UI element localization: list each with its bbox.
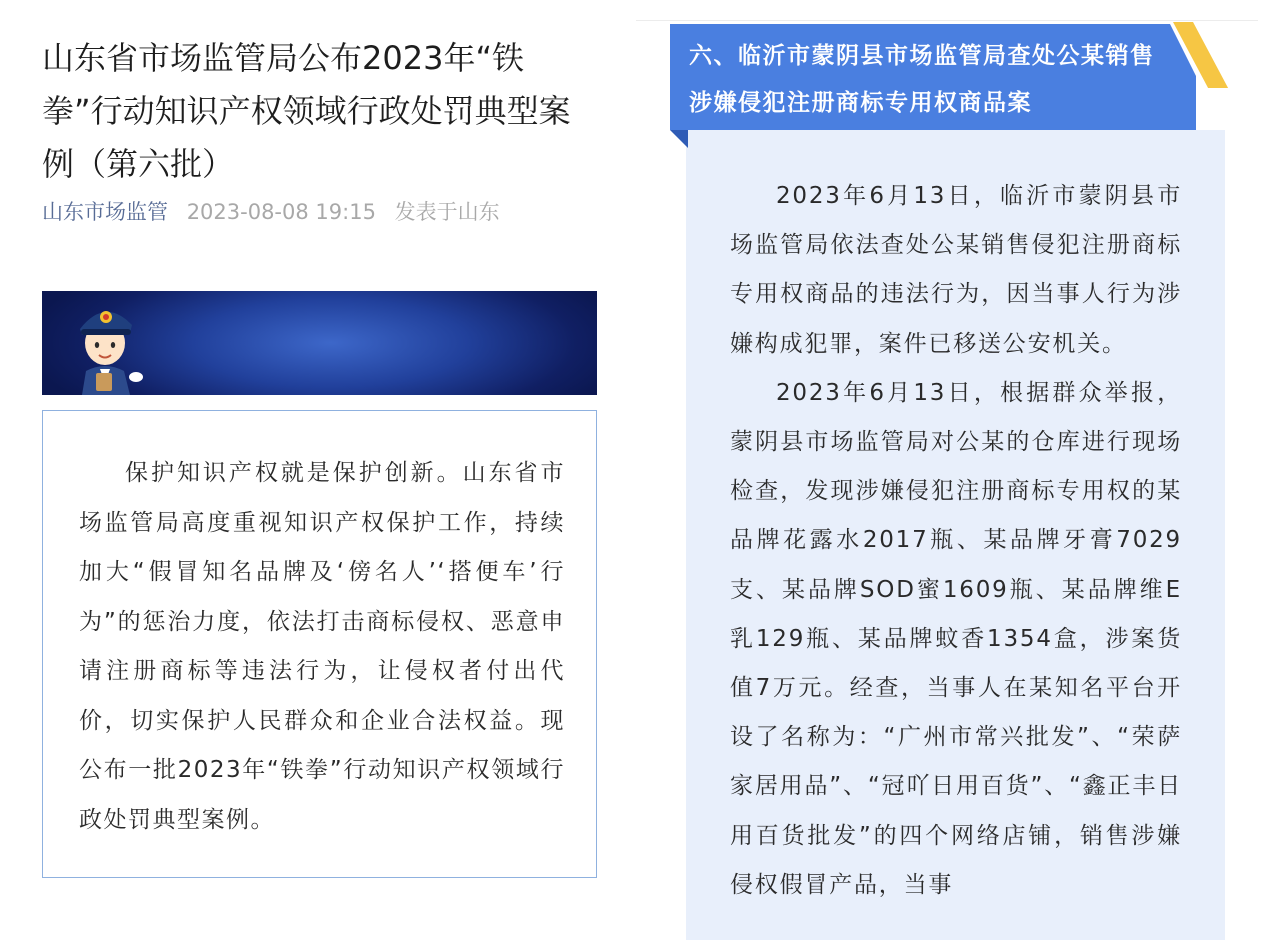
intro-paragraph: 保护知识产权就是保护创新。山东省市场监管局高度重视知识产权保护工作，持续加大“假冒知名品牌及‘傍名人’‘搭便车’行为”的惩治力度，依法打击商标侵权、恶意申请注册商标等违法行为，让侵权者付出代价，切实保护人民群众和企业合法权益。现公布一批2023年“铁拳”行动知识产权领域行政处罚典型案例。: [79, 460, 565, 833]
case-heading: 六、临沂市蒙阴县市场监管局查处公某销售涉嫌侵犯注册商标专用权商品案: [689, 43, 1155, 116]
source-account-link[interactable]: 山东市场监管: [42, 200, 168, 224]
header-banner-image: [42, 291, 597, 395]
intro-box: [42, 410, 597, 878]
officer-mascot-icon: [60, 291, 150, 395]
case-body: [730, 172, 1182, 940]
publish-date: 2023-08-08 19:15: [186, 200, 376, 224]
right-panel: [636, 0, 1267, 950]
case-paragraph: 2023年6月13日，临沂市蒙阴县市场监管局依法查处公某销售侵犯注册商标专用权商品的违法行为，因当事人行为涉嫌构成犯罪，案件已移送公安机关。: [730, 183, 1182, 357]
case-paragraph: 2023年6月13日，根据群众举报，蒙阴县市场监管局对公某的仓库进行现场检查，发现涉嫌侵犯注册商标专用权的某品牌花露水2017瓶、某品牌牙膏7029支、某品牌SOD蜜1609瓶、某品牌维E乳129瓶、某品牌蚊香1354盒，涉案货值7万元。经查，当事人在某知名平台开设了名称为：“广州市常兴批发”、“荣萨家居用品”、“冠吖日用百货”、“鑫正丰日用百货批发”的四个网络店铺，销售涉嫌侵权假冒产品，当事: [730, 379, 1182, 898]
publish-location: 发表于山东: [394, 200, 500, 224]
article-title: 山东省市场监管局公布2023年“铁拳”行动知识产权领域行政处罚典型案例（第六批）: [42, 39, 571, 183]
article-meta: [42, 197, 500, 227]
top-divider: [636, 20, 1258, 21]
